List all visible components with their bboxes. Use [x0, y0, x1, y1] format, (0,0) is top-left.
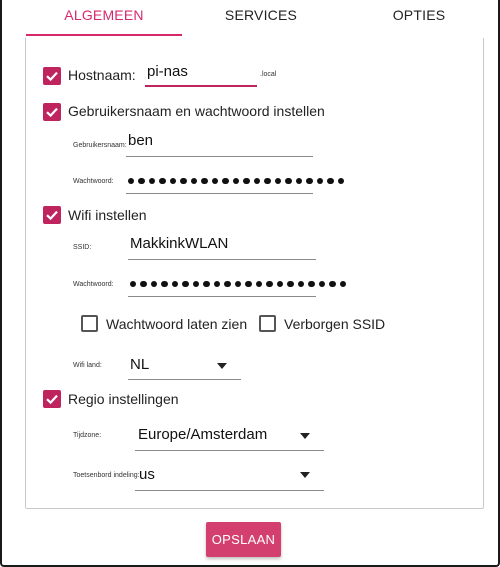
password-dot — [235, 281, 241, 287]
hidden-ssid-label: Verborgen SSID — [284, 316, 386, 332]
password-dot — [222, 178, 228, 184]
password-dot — [149, 178, 155, 184]
region-checkbox[interactable] — [43, 390, 61, 408]
hidden-ssid-checkbox[interactable] — [259, 315, 276, 332]
password-dot — [285, 178, 291, 184]
checkmark-icon — [45, 105, 59, 119]
password-dot — [298, 281, 304, 287]
wifi-section-label: Wifi instellen — [68, 207, 147, 223]
password-dot — [224, 281, 230, 287]
password-dot — [256, 281, 262, 287]
password-dot — [138, 178, 144, 184]
chevron-down-icon — [300, 433, 310, 439]
hostname-label: Hostnaam: — [68, 67, 136, 83]
password-dot — [338, 178, 344, 184]
hostname-checkbox[interactable] — [43, 67, 61, 85]
region-section-label: Regio instellingen — [68, 391, 179, 407]
keyboard-layout-label: Toetsenbord indeling: — [73, 472, 140, 479]
hostname-suffix: .local — [260, 71, 277, 78]
password-dot — [317, 178, 323, 184]
tab-algemeen[interactable]: ALGEMEEN — [64, 7, 144, 23]
password-dot — [275, 178, 281, 184]
password-mask — [130, 279, 346, 289]
password-dot — [266, 281, 272, 287]
password-dot — [172, 281, 178, 287]
active-tab-indicator — [26, 34, 182, 36]
password-dot — [201, 178, 207, 184]
user-checkbox[interactable] — [43, 103, 61, 121]
hostname-input[interactable]: pi-nas — [145, 63, 257, 87]
password-dot — [128, 178, 134, 184]
password-dot — [245, 281, 251, 287]
password-dot — [214, 281, 220, 287]
user-password-input[interactable] — [126, 173, 313, 194]
user-section-label: Gebruikersnaam en wachtwoord instellen — [68, 103, 325, 119]
password-dot — [203, 281, 209, 287]
tab-opties[interactable]: OPTIES — [392, 7, 446, 23]
wifi-country-select[interactable]: NL — [128, 354, 241, 380]
password-dot — [254, 178, 260, 184]
password-dot — [191, 178, 197, 184]
password-dot — [329, 281, 335, 287]
wifi-checkbox[interactable] — [43, 206, 61, 224]
password-dot — [308, 281, 314, 287]
show-password-checkbox[interactable] — [81, 315, 98, 332]
tab-services[interactable]: SERVICES — [224, 7, 298, 23]
password-dot — [170, 178, 176, 184]
password-dot — [319, 281, 325, 287]
password-dot — [182, 281, 188, 287]
password-dot — [180, 178, 186, 184]
username-input[interactable]: ben — [126, 132, 313, 157]
timezone-label: Tijdzone: — [73, 432, 102, 439]
password-dot — [140, 281, 146, 287]
password-dot — [193, 281, 199, 287]
password-dot — [287, 281, 293, 287]
password-dot — [306, 178, 312, 184]
password-dot — [130, 281, 136, 287]
user-password-label: Wachtwoord: — [73, 178, 114, 185]
wifi-country-label: Wifi land: — [73, 362, 102, 369]
show-password-label: Wachtwoord laten zien — [106, 316, 248, 332]
checkmark-icon — [45, 208, 59, 222]
chevron-down-icon — [217, 363, 227, 369]
password-mask — [128, 176, 344, 186]
tab-bar — [2, 0, 498, 38]
username-label: Gebruikersnaam: — [73, 142, 127, 149]
password-dot — [159, 178, 165, 184]
ssid-input[interactable]: MakkinkWLAN — [128, 235, 316, 260]
password-dot — [161, 281, 167, 287]
password-dot — [277, 281, 283, 287]
keyboard-layout-select[interactable]: us — [135, 463, 324, 491]
checkmark-icon — [45, 392, 59, 406]
password-dot — [212, 178, 218, 184]
wifi-password-input[interactable] — [128, 276, 316, 297]
password-dot — [243, 178, 249, 184]
chevron-down-icon — [300, 472, 310, 478]
password-dot — [233, 178, 239, 184]
password-dot — [296, 178, 302, 184]
password-dot — [340, 281, 346, 287]
password-dot — [151, 281, 157, 287]
timezone-select[interactable]: Europe/Amsterdam — [135, 424, 324, 451]
password-dot — [264, 178, 270, 184]
checkmark-icon — [45, 69, 59, 83]
wifi-password-label: Wachtwoord: — [73, 281, 114, 288]
password-dot — [327, 178, 333, 184]
ssid-label: SSID: — [73, 244, 92, 251]
save-button[interactable]: OPSLAAN — [206, 522, 281, 557]
